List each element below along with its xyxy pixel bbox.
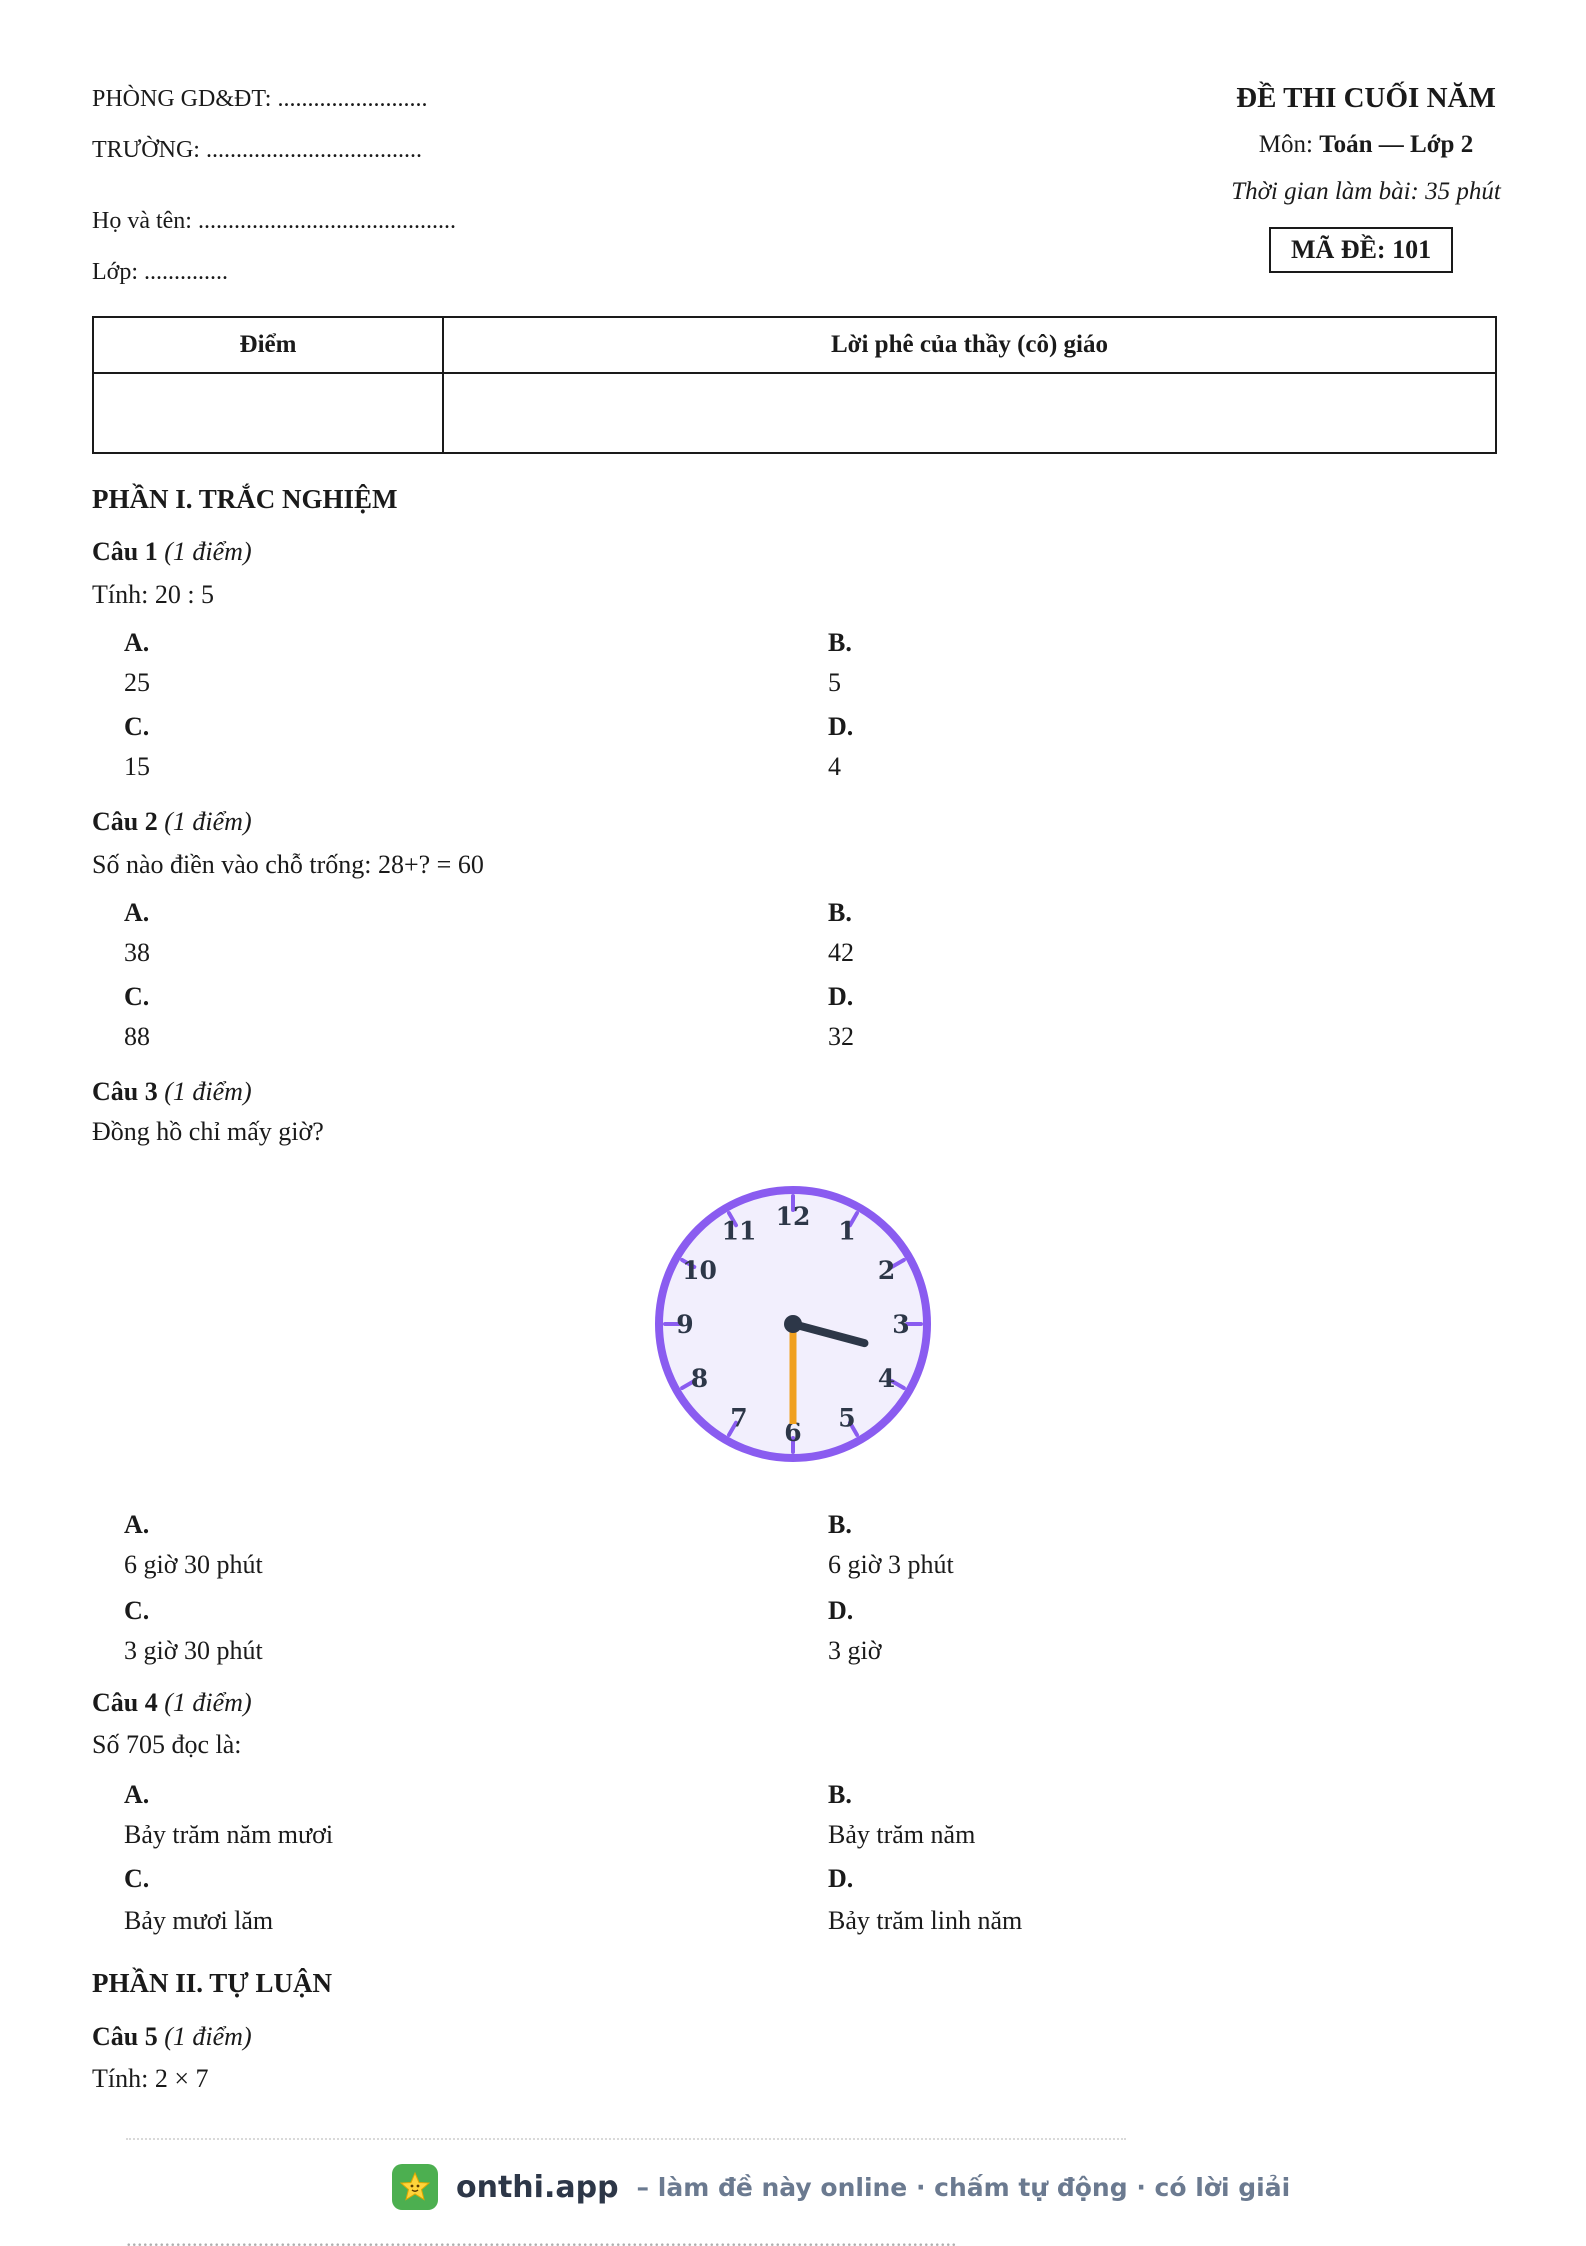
question-2-label [92, 807, 252, 837]
q2-option-c-letter[interactable]: C. [124, 982, 150, 1011]
q4-option-b-value[interactable]: Bảy trăm năm [828, 1820, 976, 1849]
question-points: (1 điểm) [164, 1077, 252, 1106]
clock-center-pin [784, 1315, 802, 1333]
q1-option-b-letter[interactable]: B. [828, 628, 852, 657]
school-field: TRƯỜNG: .................................... [92, 137, 422, 163]
clock-number: 1 [838, 1216, 856, 1246]
clock-number: 12 [775, 1202, 811, 1231]
score-header: Điểm [93, 317, 443, 373]
clock-number: 9 [676, 1310, 694, 1339]
question-4-label [92, 1688, 252, 1718]
exam-title: ĐỀ THI CUỐI NĂM [1236, 82, 1496, 114]
question-points: (1 điểm) [164, 1688, 252, 1717]
student-name-field: Họ và tên: ........................................... [92, 208, 456, 234]
subject-name: Toán — Lớp 2 [1319, 131, 1474, 158]
answer-line-cutoff: ....................................................................................................................................................... [126, 2226, 957, 2246]
department-field: PHÒNG GD&ĐT: ......................... [92, 86, 428, 112]
clock-number: 3 [892, 1310, 910, 1339]
q2-option-d-letter[interactable]: D. [828, 982, 854, 1011]
clock-figure [653, 1184, 933, 1464]
comment-cell[interactable] [443, 373, 1496, 453]
question-3-text: Đồng hồ chỉ mấy giờ? [92, 1117, 324, 1146]
q1-option-a-value[interactable]: 25 [124, 668, 150, 697]
q3-option-b-letter[interactable]: B. [828, 1510, 852, 1539]
exam-header [1166, 82, 1566, 115]
exam-duration: Thời gian làm bài: 35 phút [1231, 178, 1501, 205]
clock-number: 11 [721, 1216, 757, 1246]
q2-option-d-value[interactable]: 32 [828, 1022, 854, 1051]
part2-title: PHẦN II. TỰ LUẬN [92, 1968, 333, 1998]
exam-subject [1166, 131, 1566, 159]
q3-option-a-value[interactable]: 6 giờ 30 phút [124, 1550, 263, 1579]
q3-option-c-value[interactable]: 3 giờ 30 phút [124, 1636, 263, 1665]
clock-number: 4 [877, 1364, 896, 1393]
q2-option-b-letter[interactable]: B. [828, 898, 852, 927]
q1-option-b-value[interactable]: 5 [828, 668, 841, 697]
q2-option-b-value[interactable]: 42 [828, 938, 854, 967]
q4-option-b-letter[interactable]: B. [828, 1780, 852, 1809]
question-1-label [92, 537, 252, 567]
footer-brand-bar[interactable] [392, 2164, 1290, 2210]
q2-option-c-value[interactable]: 88 [124, 1022, 150, 1051]
q2-option-a-value[interactable]: 38 [124, 938, 150, 967]
part1-title: PHẦN I. TRẮC NGHIỆM [92, 484, 398, 514]
brand-name[interactable]: onthi.app [456, 2169, 619, 2205]
footer-divider [126, 2138, 1126, 2140]
clock-number: 10 [682, 1256, 717, 1285]
clock-number: 5 [838, 1403, 856, 1433]
question-points: (1 điểm) [164, 537, 252, 566]
q1-option-c-value[interactable]: 15 [124, 752, 150, 781]
question-1-text: Tính: 20 : 5 [92, 580, 215, 609]
question-4-text: Số 705 đọc là: [92, 1730, 242, 1759]
score-cell[interactable] [93, 373, 443, 453]
question-label: Câu 2 [92, 807, 158, 836]
q4-option-a-value[interactable]: Bảy trăm năm mươi [124, 1820, 334, 1849]
q3-option-c-letter[interactable]: C. [124, 1596, 150, 1625]
exam-code-box: MÃ ĐỀ: 101 [1269, 227, 1453, 273]
question-label: Câu 4 [92, 1688, 158, 1717]
question-5-label [92, 2022, 252, 2052]
q4-option-d-value[interactable]: Bảy trăm linh năm [828, 1906, 1023, 1935]
q4-option-a-letter[interactable]: A. [124, 1780, 150, 1809]
clock-number: 7 [730, 1403, 748, 1433]
question-points: (1 điểm) [164, 807, 252, 836]
q1-option-c-letter[interactable]: C. [124, 712, 150, 741]
brand-tagline: – làm đề này online · chấm tự động · có lời giải [636, 2172, 1291, 2202]
question-5-text: Tính: 2 × 7 [92, 2064, 209, 2093]
question-3-label [92, 1077, 252, 1107]
question-label: Câu 5 [92, 2022, 158, 2051]
onthi-logo-icon [392, 2164, 438, 2210]
q1-option-d-value[interactable]: 4 [828, 752, 841, 781]
q1-option-d-letter[interactable]: D. [828, 712, 854, 741]
q4-option-c-letter[interactable]: C. [124, 1864, 150, 1893]
subject-prefix: Môn: [1258, 131, 1320, 158]
question-points: (1 điểm) [164, 2022, 252, 2051]
star-icon [399, 2171, 431, 2203]
clock-number: 8 [690, 1364, 709, 1393]
clock-number: 2 [877, 1256, 896, 1285]
class-field: Lớp: .............. [92, 259, 229, 285]
score-table [92, 316, 1497, 454]
q1-option-a-letter[interactable]: A. [124, 628, 150, 657]
q2-option-a-letter[interactable]: A. [124, 898, 150, 927]
question-2-text: Số nào điền vào chỗ trống: 28+? = 60 [92, 850, 484, 879]
question-label: Câu 1 [92, 537, 158, 566]
q3-option-d-letter[interactable]: D. [828, 1596, 854, 1625]
question-label: Câu 3 [92, 1077, 158, 1106]
q3-option-a-letter[interactable]: A. [124, 1510, 150, 1539]
q4-option-c-value[interactable]: Bảy mươi lăm [124, 1906, 274, 1935]
comment-header: Lời phê của thầy (cô) giáo [443, 317, 1496, 373]
clock-number: 6 [784, 1418, 802, 1447]
q3-option-b-value[interactable]: 6 giờ 3 phút [828, 1550, 954, 1579]
q4-option-d-letter[interactable]: D. [828, 1864, 854, 1893]
q3-option-d-value[interactable]: 3 giờ [828, 1636, 882, 1665]
